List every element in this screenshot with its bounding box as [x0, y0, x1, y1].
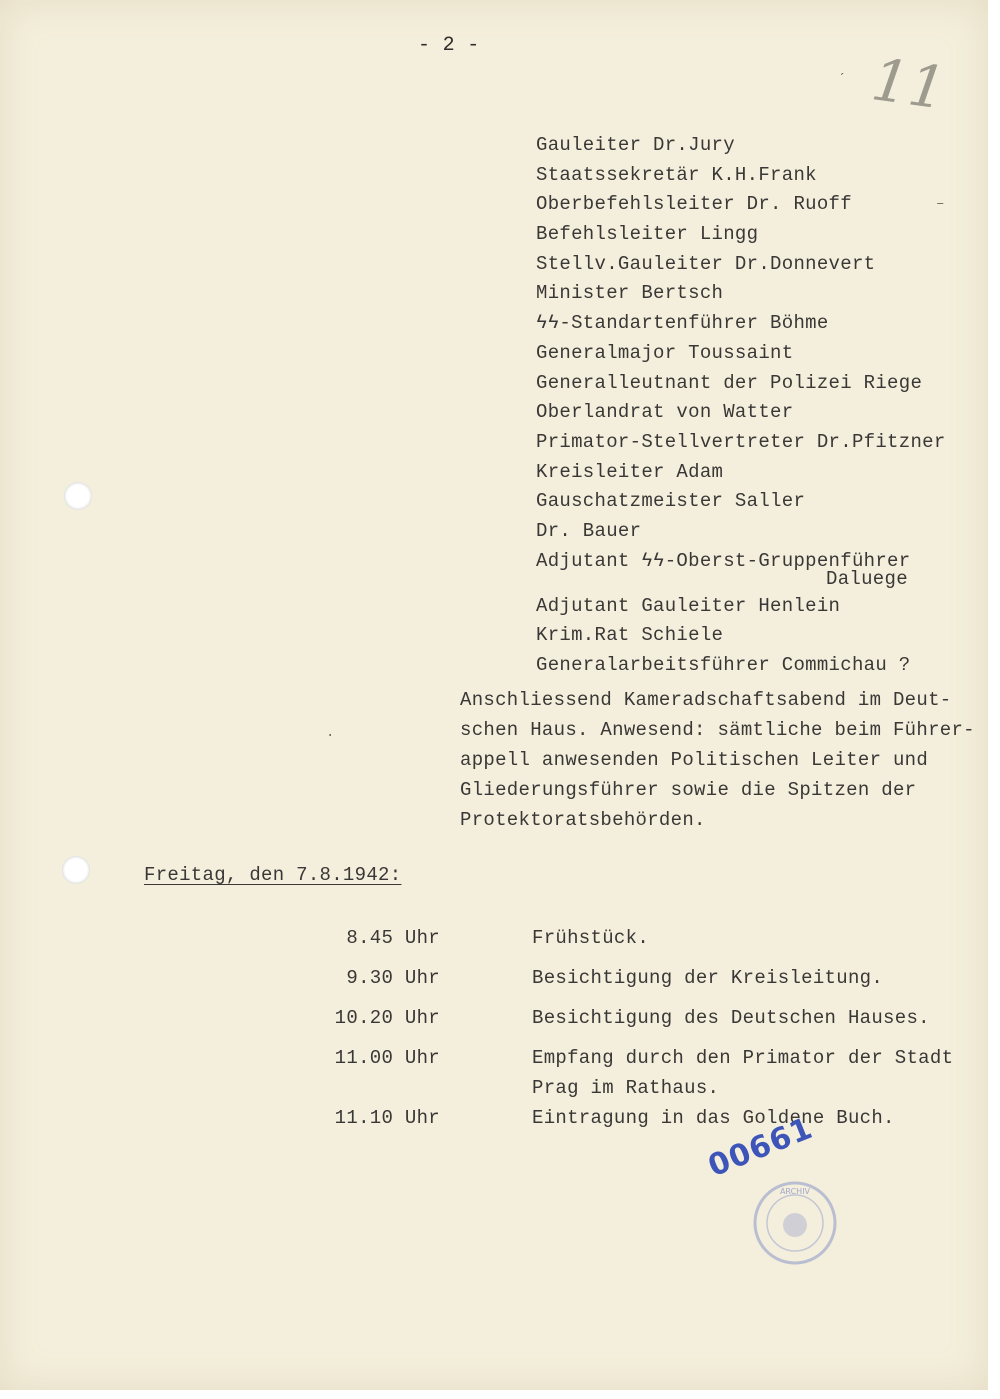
paragraph-line: Protektoratsbehörden. — [460, 809, 706, 831]
paragraph-line: Anschliessend Kameradschaftsabend im Deut- — [460, 689, 952, 711]
attendee-item: Adjutant Gauleiter Henlein — [536, 594, 841, 617]
stray-mark: – — [936, 196, 945, 212]
schedule-time: 9.30 Uhr — [346, 967, 440, 989]
attendee-item: Stellv.Gauleiter Dr.Donnevert — [536, 252, 876, 275]
schedule-time: 8.45 Uhr — [346, 927, 440, 949]
attendee-item: Dr. Bauer — [536, 519, 642, 542]
handwritten-folio-number: 11 — [867, 45, 951, 123]
paragraph-line: appell anwesenden Politischen Leiter und — [460, 749, 929, 771]
schedule-event: Eintragung in das Goldene Buch. — [532, 1107, 895, 1129]
day-heading: Freitag, den 7.8.1942: — [144, 864, 402, 886]
archive-number-stamp: 00661 — [703, 1110, 818, 1185]
schedule-time: 11.00 Uhr — [334, 1047, 440, 1069]
punch-hole — [64, 482, 92, 510]
schedule-event: Besichtigung der Kreisleitung. — [532, 967, 884, 989]
evening-paragraph — [460, 685, 980, 835]
paragraph-line: Gliederungsführer sowie die Spitzen der — [460, 779, 917, 801]
attendee-item: Minister Bertsch — [536, 282, 724, 305]
attendee-item: Generalleutnant der Polizei Riege — [536, 371, 923, 394]
attendee-item: Krim.Rat Schiele — [536, 624, 724, 647]
attendee-item: Staatssekretär K.H.Frank — [536, 163, 817, 186]
paragraph-line: schen Haus. Anwesend: sämtliche beim Führer- — [460, 719, 975, 741]
schedule-event: Empfang durch den Primator der Stadt — [532, 1047, 954, 1069]
attendee-item: Primator-Stellvertreter Dr.Pfitzner — [536, 430, 946, 453]
stray-mark: ˊ — [838, 72, 847, 88]
attendee-item: Kreisleiter Adam — [536, 460, 724, 483]
seal-text: ARCHIV — [779, 1187, 811, 1196]
schedule-event-line2: Prag im Rathaus. — [532, 1077, 720, 1099]
attendee-item-text: Adjutant ϟϟ-Oberst-Gruppenführer — [536, 549, 911, 572]
schedule-time: 11.10 Uhr — [334, 1107, 440, 1129]
attendee-item: Befehlsleiter Lingg — [536, 223, 759, 246]
stray-mark: · — [326, 728, 335, 744]
page-number: - 2 - — [418, 34, 480, 57]
archive-seal-icon — [752, 1180, 838, 1266]
schedule-time: 10.20 Uhr — [334, 1007, 440, 1029]
schedule-event: Besichtigung des Deutschen Hauses. — [532, 1007, 930, 1029]
attendee-item: Generalarbeitsführer Commichau ? — [536, 654, 911, 676]
schedule-event: Frühstück. — [532, 927, 650, 949]
punch-hole — [62, 856, 90, 884]
attendee-item: ϟϟ-Standartenführer Böhme — [536, 312, 829, 335]
attendee-continuation: Daluege — [826, 568, 908, 591]
attendee-item: Oberbefehlsleiter Dr. Ruoff — [536, 193, 852, 216]
attendee-item: Oberlandrat von Watter — [536, 401, 794, 424]
attendee-item: Gauleiter Dr.Jury — [536, 134, 735, 156]
attendee-item: Gauschatzmeister Saller — [536, 490, 806, 513]
attendee-list — [536, 131, 946, 681]
attendee-item: Generalmajor Toussaint — [536, 341, 794, 364]
